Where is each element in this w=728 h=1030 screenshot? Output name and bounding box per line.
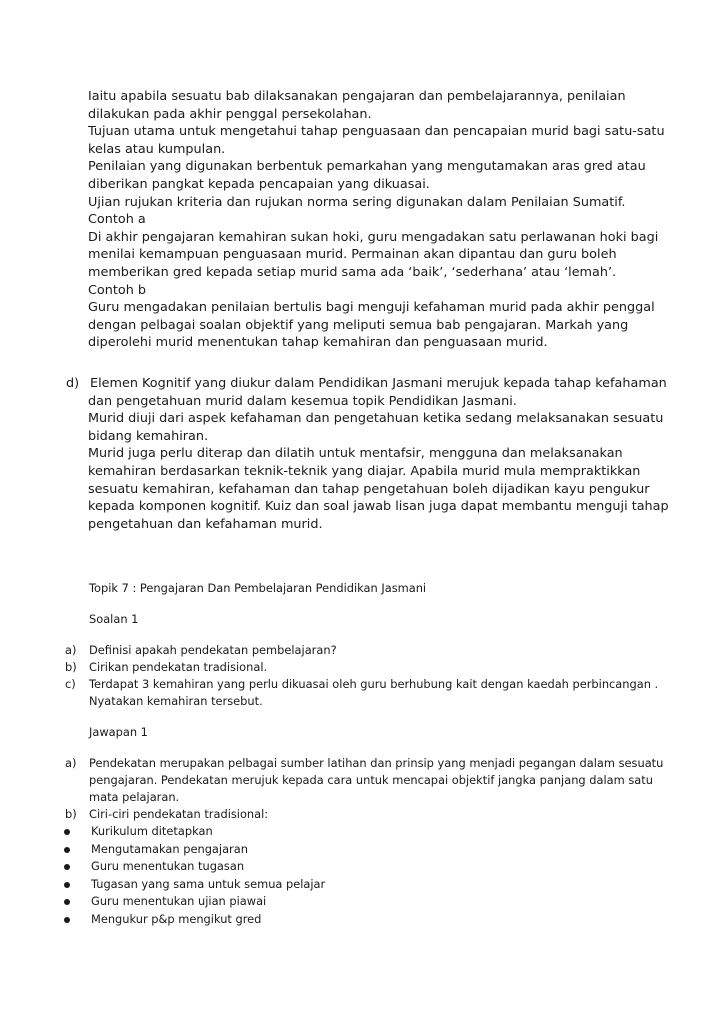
bullet-item: Mengutamakan pengajaran [91, 842, 248, 856]
text-line: menilai kemampuan penguasaan murid. Permainan akan dipantau dan guru boleh [88, 247, 617, 263]
bullet-icon [64, 882, 70, 888]
text-line: Di akhir pengajaran kemahiran sukan hoki, guru mengadakan satu perlawanan hoki bagi [88, 229, 659, 245]
bullet-icon [64, 829, 70, 835]
text-line: bidang kemahiran. [88, 428, 209, 444]
text-line: kelas atau kumpulan. [88, 141, 226, 157]
list-marker-b: b) [65, 660, 77, 674]
text-line: pengetahuan dan kefahaman murid. [88, 516, 323, 532]
answer-heading: Jawapan 1 [89, 725, 148, 739]
text-line: dengan pelbagai soalan objektif yang meliputi semua bab pengajaran. Markah yang [88, 317, 629, 333]
text-line: Murid juga perlu diterap dan dilatih untuk mentafsir, mengguna dan melaksanakan [88, 446, 623, 462]
bullet-icon [64, 847, 70, 853]
text-line: sesuatu kemahiran, kefahaman dan tahap pengetahuan boleh dijadikan kayu pengukur [88, 481, 650, 497]
list-marker-b: b) [65, 807, 77, 821]
summative-assessment-paragraph [88, 88, 688, 352]
answer-text: mata pelajaran. [89, 790, 180, 804]
list-marker-a: a) [65, 643, 77, 657]
bullet-icon [64, 917, 70, 923]
text-line: Guru mengadakan penilaian bertulis bagi menguji kefahaman murid pada akhir penggal [88, 300, 655, 316]
text-line: dilakukan pada akhir penggal persekolahan. [88, 106, 372, 122]
text-line: diberikan pangkat kepada pencapaian yang dikuasai. [88, 176, 430, 192]
text-line: Iaitu apabila sesuatu bab dilaksanakan pengajaran dan pembelajarannya, penilaian [88, 89, 626, 104]
bullet-item: Kurikulum ditetapkan [91, 824, 213, 838]
topic-heading: Topik 7 : Pengajaran Dan Pembelajaran Pendidikan Jasmani [89, 581, 427, 595]
answer-text: pengajaran. Pendekatan merujuk kepada cara untuk mencapai objektif jangka panjang dalam satu [89, 773, 653, 787]
text-line: kemahiran berdasarkan teknik-teknik yang diajar. Apabila murid mula mempraktikkan [88, 463, 641, 479]
bullet-item: Guru menentukan tugasan [91, 859, 245, 873]
text-line: memberikan gred kepada setiap murid sama ada ‘baik’, ‘sederhana’ atau ‘lemah’. [88, 264, 617, 280]
text-line: Penilaian yang digunakan berbentuk pemarkahan yang mengutamakan aras gred atau [88, 159, 646, 175]
text-line: diperolehi murid menentukan tahap kemahiran dan penguasaan murid. [88, 335, 548, 351]
list-marker-d: d) [66, 376, 80, 391]
text-line: kepada komponen kognitif. Kuiz dan soal jawab lisan juga dapat membantu menguji tahap [88, 499, 669, 515]
list-marker-a: a) [65, 756, 77, 770]
text-line: Tujuan utama untuk mengetahui tahap penguasaan dan pencapaian murid bagi satu-satu [88, 124, 665, 140]
question-heading: Soalan 1 [89, 612, 139, 626]
question-text: Nyatakan kemahiran tersebut. [89, 694, 263, 708]
answer-text: Pendekatan merupakan pelbagai sumber latihan dan prinsip yang menjadi pegangan dalam sesuatu [89, 756, 664, 770]
question-text: Cirikan pendekatan tradisional. [89, 660, 268, 674]
text-line: Ujian rujukan kriteria dan rujukan norma sering digunakan dalam Penilaian Sumatif. [88, 194, 626, 210]
answer-intro: Ciri-ciri pendekatan tradisional: [89, 807, 269, 821]
list-marker-c: c) [65, 677, 76, 691]
bullet-item: Tugasan yang sama untuk semua pelajar [91, 877, 326, 891]
bullet-icon [64, 899, 70, 905]
text-line: dan pengetahuan murid dalam kesemua topik Pendidikan Jasmani. [88, 393, 517, 409]
cognitive-element-paragraph [88, 375, 688, 533]
question-text: Definisi apakah pendekatan pembelajaran? [89, 643, 337, 657]
bullet-item: Guru menentukan ujian piawai [91, 894, 267, 908]
example-a-label: Contoh a [88, 212, 146, 228]
text-line: Murid diuji dari aspek kefahaman dan pengetahuan ketika sedang melaksanakan sesuatu [88, 411, 664, 427]
text-line: Elemen Kognitif yang diukur dalam Pendidikan Jasmani merujuk kepada tahap kefahaman [90, 376, 667, 391]
question-text: Terdapat 3 kemahiran yang perlu dikuasai oleh guru berhubung kait dengan kaedah perbincangan . [89, 677, 659, 691]
example-b-label: Contoh b [88, 282, 147, 298]
bullet-item: Mengukur p&p mengikut gred [91, 912, 262, 926]
bullet-icon [64, 864, 70, 870]
